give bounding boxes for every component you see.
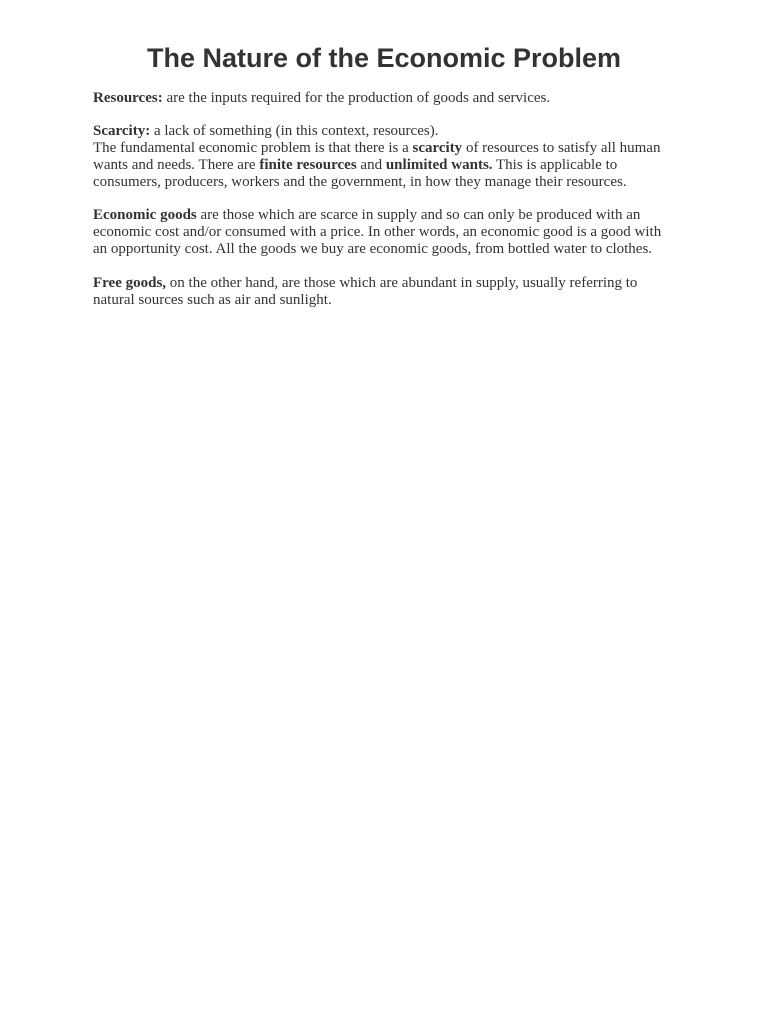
paragraph-free-goods: [93, 275, 675, 309]
term-scarcity: Scarcity:: [93, 123, 151, 139]
page-title: The Nature of the Economic Problem: [146, 43, 622, 73]
scarcity-text-start: The fundamental economic problem is that there is a: [93, 140, 413, 156]
definition-free-goods: on the other hand, are those which are abundant in supply, usually referring to natural sources such as air and sunlight.: [93, 275, 638, 308]
scarcity-text-end: This is applicable to consumers, producers, workers and the government, in how they manage their resources.: [93, 157, 627, 190]
definition-economic-goods: are those which are scarce in supply and so can only be produced with an economic cost and/or consumed with a price. In other words, an economic good is a good with an opportunity cost. All the goods we buy are economic goods, from bottled water to clothes.: [93, 207, 662, 257]
document-body: [93, 90, 675, 309]
definition-resources: are the inputs required for the production of goods and services.: [162, 90, 551, 106]
scarcity-text-mid-2: and: [356, 157, 386, 173]
term-resources: Resources:: [93, 90, 163, 106]
term-free-goods: Free goods,: [93, 275, 167, 291]
definition-scarcity: a lack of something (in this context, resources).: [150, 123, 439, 139]
paragraph-economic-goods: [93, 207, 675, 258]
term-economic-goods: Economic goods: [93, 207, 197, 223]
paragraph-scarcity: [93, 123, 675, 191]
bold-unlimited-wants: unlimited wants.: [385, 157, 493, 173]
paragraph-resources: [93, 90, 675, 107]
bold-finite-resources: finite resources: [259, 157, 357, 173]
bold-scarcity: scarcity: [412, 140, 463, 156]
scarcity-text-mid-1: of resources to satisfy all human wants and needs. There are: [93, 140, 661, 173]
